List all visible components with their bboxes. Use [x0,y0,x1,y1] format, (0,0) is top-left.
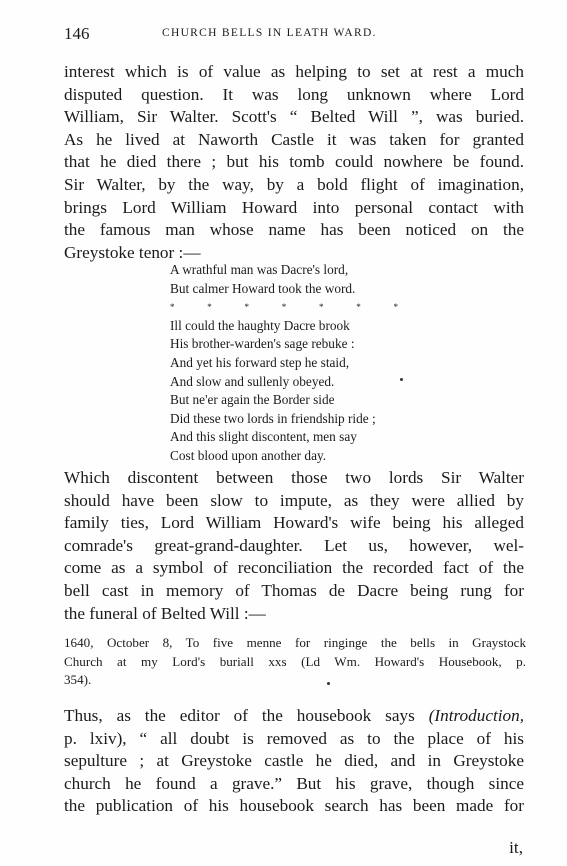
citation-line: 354). [64,672,92,688]
text-line: that he died there ; but his tomb could nowhere be found. [64,152,524,172]
ink-speck [400,378,403,381]
text-line: come as a symbol of reconciliation the recorded fact of the [64,558,524,578]
text-line: sepulture ; at Greystoke castle he died, and in Greystoke [64,751,524,771]
text-line: should have been slow to impute, as they were allied by [64,490,524,510]
citation-line: 1640, October 8, To five menne for ringinge the bells in Graystock [64,635,526,650]
running-head: CHURCH BELLS IN LEATH WARD. [162,27,377,39]
text-line: church he found a grave.” But his grave, though since [64,773,524,793]
verse-line: His brother-warden's sage rebuke : [170,336,355,352]
text-line: p. lxiv), “ all doubt is removed as to the place of his [64,728,524,748]
italic-reference: (Introduction, [428,706,524,725]
verse-line: A wrathful man was Dacre's lord, [170,262,349,277]
text-line [64,705,524,728]
paragraph-2 [64,467,524,625]
star: * [244,302,249,313]
verse-line: And yet his forward step he staid, [170,354,350,370]
text-line: bell cast in memory of Thomas de Dacre being rung for [64,580,524,600]
housebook-citation [64,634,526,690]
text-line: Sir Walter, by the way, by a bold flight of imagination, [64,174,524,194]
verse-quotation [170,261,410,466]
verse-line: Cost blood upon another day. [170,447,327,463]
verse-line: Ill could the haughty Dacre brook [170,317,350,333]
verse-line: And slow and sullenly obeyed. [170,373,335,389]
text-line: disputed question. It was long unknown where Lord [64,84,524,104]
text-line: the funeral of Belted Will :— [64,603,266,623]
text-run: Thus, as the editor of the housebook says [64,706,429,725]
text-line: comrade's great-grand-daughter. Let us, however, wel- [64,535,524,555]
paragraph-1 [64,61,524,264]
text-line: the famous man whose name has been noticed on the [64,220,524,240]
text-line: the publication of his housebook search has been made for [64,796,524,816]
star: * [207,302,212,313]
text-line: Greystoke tenor :— [64,242,201,262]
verse-line: But ne'er again the Border side [170,392,335,408]
ink-speck [327,682,330,685]
verse-line: But calmer Howard took the word. [170,280,356,296]
page-number: 146 [64,24,90,43]
verse-line: Did these two lords in friendship ride ; [170,410,376,426]
star: * [170,302,175,313]
page-header [64,24,524,46]
star: * [319,302,324,313]
verse-line: And this slight discontent, men say [170,429,357,445]
text-line: William, Sir Walter. Scott's “ Belted Will ”, was buried. [64,107,524,127]
star: * [393,302,398,313]
star: * [281,302,287,313]
text-line: brings Lord William Howard into personal contact with [64,197,524,217]
verse-ellipsis-stars [170,298,398,317]
catchword: it, [509,838,523,857]
citation-line: Church at my Lord's buriall xxs (Ld Wm. Howard's Housebook, p. [64,653,526,669]
text-line: interest which is of value as helping to set at rest a much [64,62,524,81]
text-line: Which discontent between those two lords Sir Walter [64,468,524,487]
paragraph-3 [64,705,524,818]
star: * [356,302,361,313]
text-line: family ties, Lord William Howard's wife being his alleged [64,513,524,533]
text-line: As he lived at Naworth Castle it was taken for granted [64,129,524,149]
